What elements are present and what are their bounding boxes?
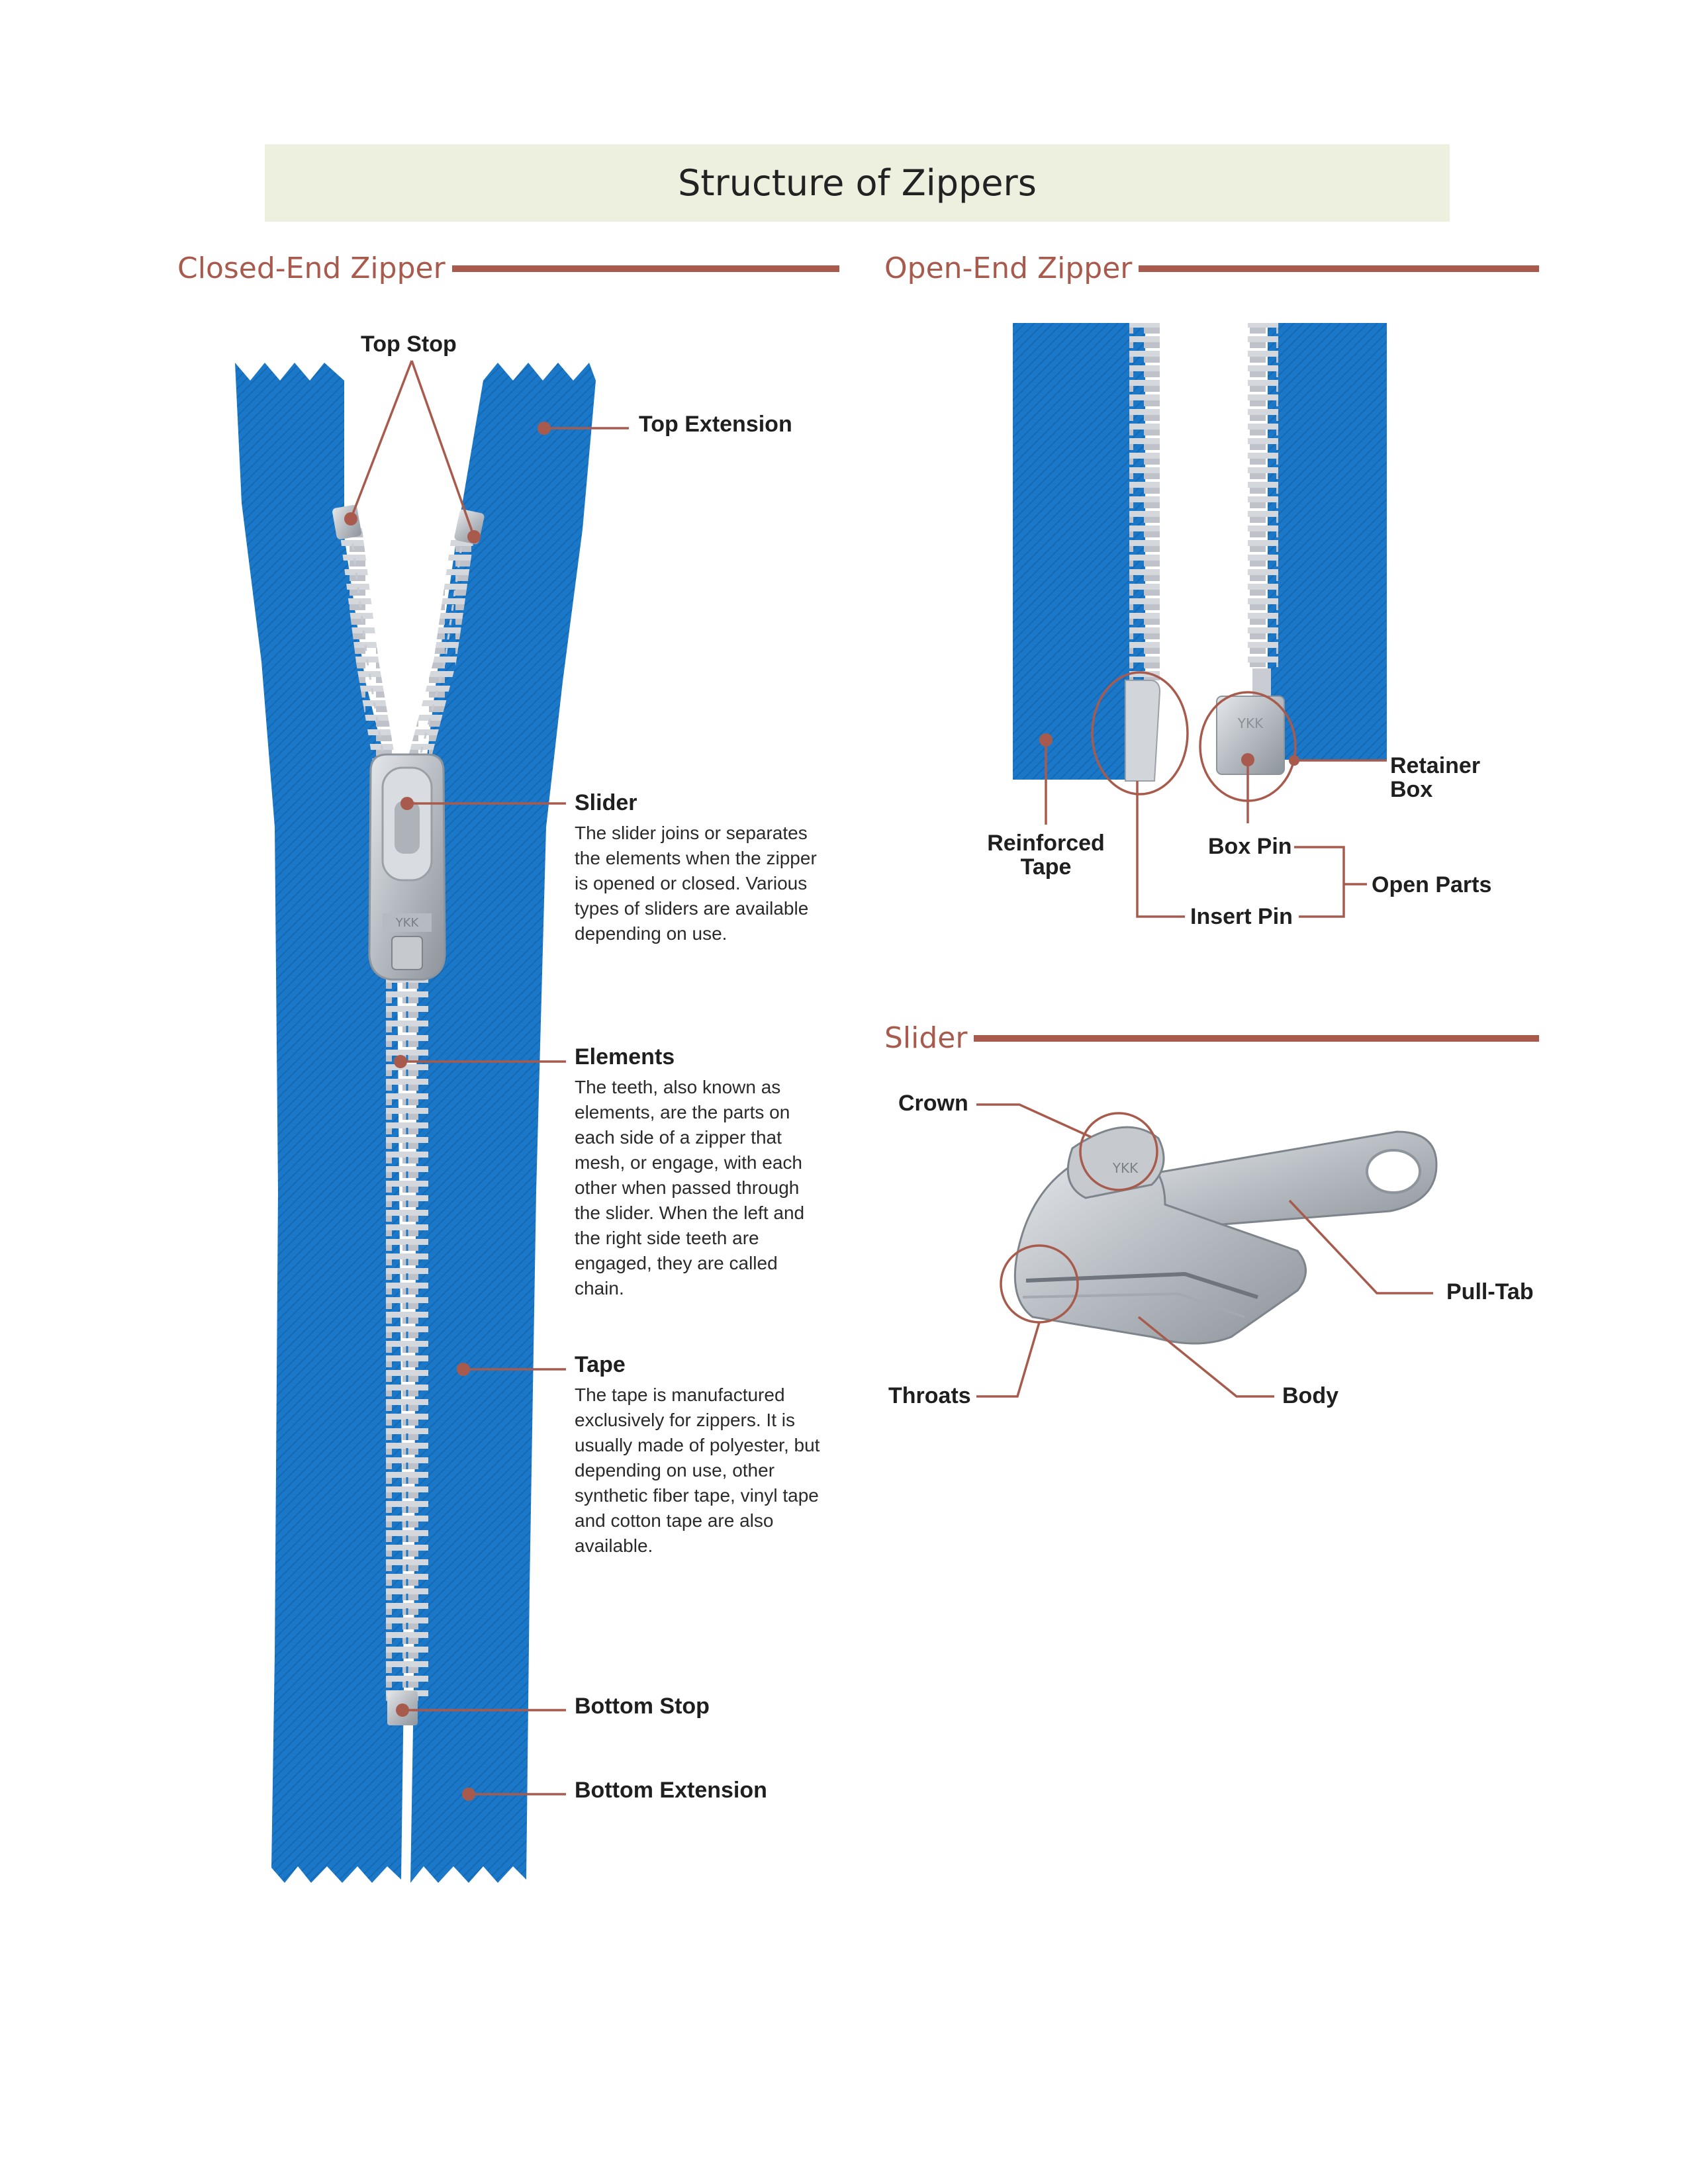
desc-tape: The tape is manufactured exclusively for zippers. It is usually made of polyester, but depending on use, other synthetic fiber tape, vinyl tape and cotton tape are also available. (575, 1385, 820, 1556)
label-open-parts: Open Parts (1372, 872, 1492, 897)
label-crown: Crown (898, 1091, 968, 1116)
label-throats: Throats (888, 1383, 971, 1408)
label-retainer-box: Retainer Box (1390, 753, 1481, 802)
page-title: Structure of Zippers (678, 162, 1037, 204)
chain (386, 953, 428, 1701)
section-open-end: Open-End Zipper (884, 254, 1139, 283)
label-insert-pin: Insert Pin (1190, 904, 1293, 929)
label-tape: Tape (575, 1352, 626, 1377)
svg-text:YKK: YKK (1237, 715, 1264, 731)
open-end-zipper-image (1013, 323, 1387, 781)
label-bottom-stop: Bottom Stop (575, 1694, 710, 1719)
slider-image (1015, 1127, 1436, 1343)
leader-top-stop-right (412, 361, 474, 537)
desc-elements: The teeth, also known as elements, are the parts on each side of a zipper that mesh, or engage, with each other when passed through the slider. When the left and the right side teeth are engaged, they are called chain. (575, 1077, 805, 1298)
open-parts-bracket (1294, 847, 1344, 917)
closed-zipper-slider (369, 754, 445, 979)
title-bar (265, 144, 1450, 222)
leader-throats (976, 1322, 1039, 1396)
svg-text:YKK: YKK (1112, 1160, 1139, 1176)
right-tape (410, 363, 596, 1883)
label-slider: Slider (575, 790, 637, 815)
label-top-extension: Top Extension (639, 412, 792, 437)
label-pull-tab: Pull-Tab (1446, 1279, 1534, 1304)
label-elements: Elements (575, 1044, 675, 1069)
label-reinforced-tape: Reinforced Tape (987, 831, 1105, 880)
label-body: Body (1282, 1383, 1338, 1408)
section-slider: Slider (884, 1024, 974, 1053)
open-right-tape (1268, 323, 1387, 760)
leader-top-stop-left (351, 361, 412, 519)
closed-end-zipper-image (235, 363, 596, 1883)
leader-crown (976, 1105, 1091, 1137)
label-top-stop: Top Stop (361, 332, 457, 357)
left-tape (235, 363, 404, 1883)
svg-text:YKK: YKK (395, 916, 419, 930)
label-box-pin: Box Pin (1208, 834, 1292, 859)
label-bottom-extension: Bottom Extension (575, 1778, 767, 1803)
desc-slider: The slider joins or separates the elements when the zipper is opened or closed. Various types of sliders are available depending on use. (575, 823, 817, 944)
insert-pin (1125, 680, 1160, 781)
leader-insert-pin (1137, 781, 1185, 917)
section-closed-end: Closed-End Zipper (177, 254, 452, 283)
